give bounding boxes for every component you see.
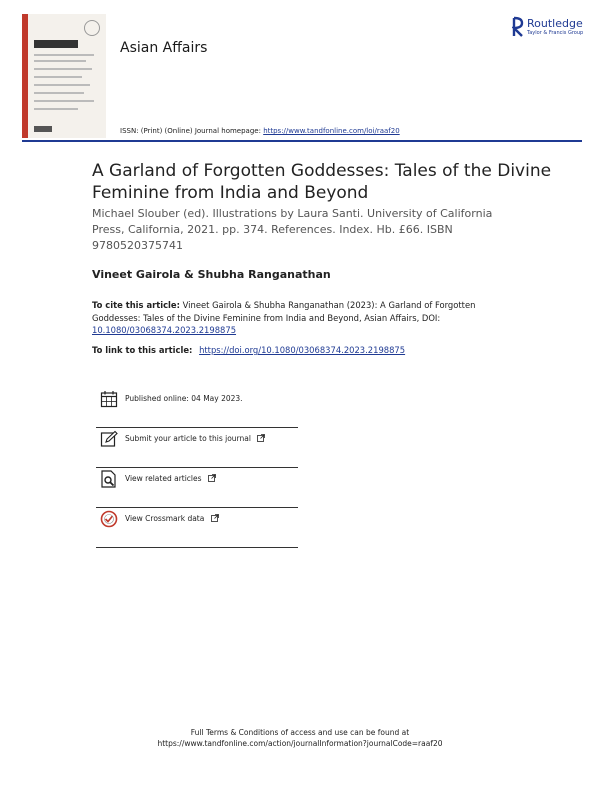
cover-line <box>34 68 92 70</box>
authors: Vineet Gairola & Shubha Ranganathan <box>92 268 331 281</box>
link-row <box>92 345 405 355</box>
cover-line <box>34 76 82 78</box>
routledge-logo[interactable] <box>512 16 592 40</box>
link-label: To link to this article: <box>92 345 193 355</box>
crossmark-row[interactable] <box>96 508 298 548</box>
publisher-name: Routledge <box>527 17 583 30</box>
crossmark-label[interactable]: View Crossmark data <box>125 514 205 523</box>
cover-publisher-logo <box>34 126 52 132</box>
citation-block <box>92 299 502 337</box>
doi-link[interactable]: 10.1080/03068374.2023.2198875 <box>92 325 237 336</box>
related-articles-label[interactable]: View related articles <box>125 474 202 483</box>
related-articles-link[interactable] <box>125 474 216 483</box>
calendar-icon <box>100 390 118 408</box>
cover-line <box>34 60 86 62</box>
journal-homepage-link[interactable]: https://www.tandfonline.com/loi/raaf20 <box>263 127 400 135</box>
footer <box>0 727 600 749</box>
published-date: Published online: 04 May 2023. <box>125 394 243 403</box>
edit-icon <box>100 430 118 448</box>
publisher-tagline: Taylor & Francis Group <box>527 30 584 36</box>
submit-article-label[interactable]: Submit your article to this journal <box>125 434 251 443</box>
external-link-icon <box>211 514 219 522</box>
cover-line <box>34 100 94 102</box>
routledge-mark-icon <box>512 16 524 38</box>
crossmark-link[interactable] <box>125 514 219 523</box>
external-link-icon <box>208 474 216 482</box>
submit-article-link[interactable] <box>125 434 265 443</box>
journal-title[interactable]: Asian Affairs <box>120 40 208 56</box>
footer-terms: Full Terms & Conditions of access and use can be found at <box>190 728 410 737</box>
cover-line <box>34 92 84 94</box>
cover-line <box>34 108 78 110</box>
cover-line <box>34 84 90 86</box>
published-online-row <box>96 388 298 428</box>
citation-text: Vineet Gairola & Shubha Ranganathan (2023): A Garland of Forgotten Goddesses: Tales of the Divine Feminine from India and Beyond, Asian Affairs, DOI: <box>92 300 476 323</box>
submit-article-row[interactable] <box>96 428 298 468</box>
issn-row <box>120 127 400 135</box>
citation-label: To cite this article: <box>92 300 180 310</box>
journal-cover <box>22 14 106 138</box>
footer-journal-info-link[interactable]: https://www.tandfonline.com/action/journalInformation?journalCode=raaf20 <box>157 739 443 748</box>
article-link[interactable]: https://doi.org/10.1080/03068374.2023.2198875 <box>199 345 406 355</box>
issn-text: ISSN: (Print) (Online) Journal homepage: <box>120 127 261 135</box>
article-title: A Garland of Forgotten Goddesses: Tales of the Divine Feminine from India and Beyond <box>92 161 552 203</box>
search-related-icon <box>100 470 118 488</box>
crossmark-icon <box>100 510 118 528</box>
cover-seal-icon <box>84 20 100 36</box>
related-articles-row[interactable] <box>96 468 298 508</box>
header-rule <box>22 140 582 142</box>
book-info: Michael Slouber (ed). Illustrations by Laura Santi. University of California Press, California, 2021. pp. 374. References. Index. Hb. £66. ISBN 9780520375741 <box>92 207 493 252</box>
cover-line <box>34 54 94 56</box>
external-link-icon <box>257 434 265 442</box>
cover-title-band <box>34 40 78 48</box>
